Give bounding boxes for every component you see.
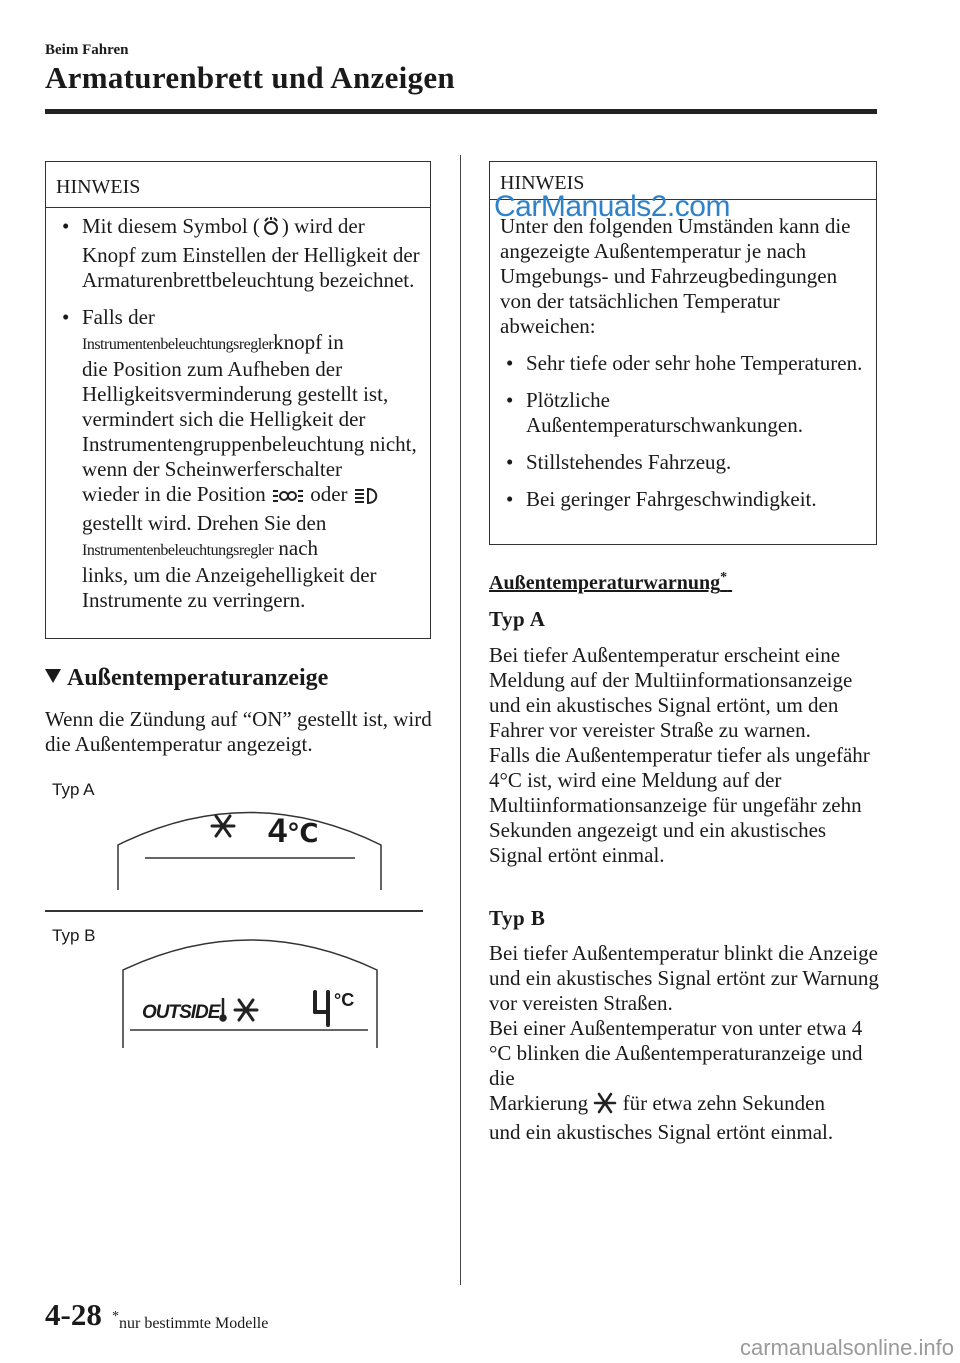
headlight-icon xyxy=(353,486,381,511)
segment-digit-4 xyxy=(315,992,328,1025)
note-bullet: • Stillstehendes Fahrzeug. xyxy=(500,450,866,475)
snowflake-icon xyxy=(235,1000,257,1020)
page-title: Armaturenbrett und Anzeigen xyxy=(45,60,455,95)
note-box-left xyxy=(45,161,431,639)
bullet-text: gestellt wird. Drehen Sie den xyxy=(82,511,327,535)
watermark-bottom: carmanualsonline.info xyxy=(739,1335,954,1360)
note-bullet: • Bei geringer Fahrgeschwindigkeit. xyxy=(500,487,866,512)
thermometer-icon xyxy=(221,998,226,1021)
typ-b-unit: °C xyxy=(334,990,355,1010)
bullet-text: wieder in die Position xyxy=(82,482,266,506)
section-label: Beim Fahren xyxy=(45,42,129,58)
bullet-text: • Falls der xyxy=(82,305,155,329)
typ-a-value: 4℃ xyxy=(268,812,319,850)
dimmer-knob-icon xyxy=(260,215,282,243)
outside-temp-heading: Außentemperaturanzeige xyxy=(45,665,328,692)
figure-divider xyxy=(45,910,423,912)
section-triangle-icon xyxy=(45,669,61,683)
watermark-top: CarManuals2.com xyxy=(494,190,730,223)
note-bullet: • Plötzliche Außentemperaturschwankungen. xyxy=(500,388,866,438)
parking-light-icon xyxy=(271,486,305,511)
note-body xyxy=(490,200,876,512)
note-body xyxy=(46,208,430,613)
bullet-text: Instrumentenbeleuchtungsregler xyxy=(82,336,274,353)
bullet-text: Mit diesem Symbol ( xyxy=(82,214,260,238)
typ-b-outside-text: OUTSIDE xyxy=(142,1002,220,1023)
bullet-text: oder xyxy=(310,482,348,506)
typ-b-label: Typ B xyxy=(52,926,96,945)
bullet-text: ) wird der Knopf zum Einstellen der Helligkeit der Armaturenbrettbeleuchtung bezeichnet. xyxy=(82,214,420,292)
warning-typ-b-heading: Typ B xyxy=(489,906,546,930)
note-bullet xyxy=(56,305,420,613)
bullet-text: nach xyxy=(278,536,319,560)
bullet-text: die Position zum Aufheben der Helligkeitsverminderung gestellt ist, vermindert sich die Helligkeit der Instrumentengruppenbeleuchtung nicht, wenn der Scheinwerferschalter xyxy=(82,357,417,481)
warning-typ-a-text: Bei tiefer Außentemperatur erscheint eine Meldung auf der Multiinformationsanzeige und ein akustisches Signal ertönt, um den Fahrer vor vereister Straße zu warnen. Falls die Außentemperatur tiefer als ungefähr 4°C ist, wird eine Meldung auf der Multiinformationsanzeige für ungefähr zehn Sekunden angezeigt und ein akustisches Signal ertönt einmal. xyxy=(489,643,870,867)
bullet-text: Instrumentenbeleuchtungsregler xyxy=(82,542,274,559)
snowflake-icon xyxy=(212,816,234,836)
note-heading: HINWEIS xyxy=(46,162,430,208)
warning-typ-a-heading: Typ A xyxy=(489,607,546,631)
outside-temp-text: Wenn die Zündung auf “ON” gestellt ist, wird die Außentemperatur angezeigt. xyxy=(45,707,432,756)
note-intro: Unter den folgenden Umständen kann die angezeigte Außentemperatur je nach Umgebungs- und Fahrzeugbedingungen von der tatsächlichen Temperatur abweichen: xyxy=(500,214,851,338)
bullet-text: knopf in xyxy=(273,330,344,354)
title-rule xyxy=(45,109,877,114)
note-bullet xyxy=(56,214,420,293)
note-bullet: • Sehr tiefe oder sehr hohe Temperaturen. xyxy=(500,351,866,376)
snowflake-icon xyxy=(593,1092,617,1120)
note-heading: HINWEIS xyxy=(490,162,876,200)
footnote: *nur bestimmte Modelle xyxy=(112,1309,269,1332)
warning-heading: Außentemperaturwarnung* xyxy=(489,570,728,594)
typ-a-label: Typ A xyxy=(52,780,95,799)
warning-typ-b-text: Bei tiefer Außentemperatur blinkt die Anzeige und ein akustisches Signal ertönt zur Warnung vor vereisten Straßen. Bei einer Außentemperatur von unter etwa 4 °C blinken die Außentemperaturanzeige und die Markierung für etwa zehn Sekunden und ein akustisches Signal ertönt einmal. xyxy=(489,941,879,1144)
column-divider xyxy=(460,155,461,1285)
page-number: 4-28 xyxy=(45,1297,102,1332)
typ-a-display xyxy=(112,790,387,895)
bullet-text: links, um die Anzeigehelligkeit der Instrumente zu verringern. xyxy=(82,563,377,612)
